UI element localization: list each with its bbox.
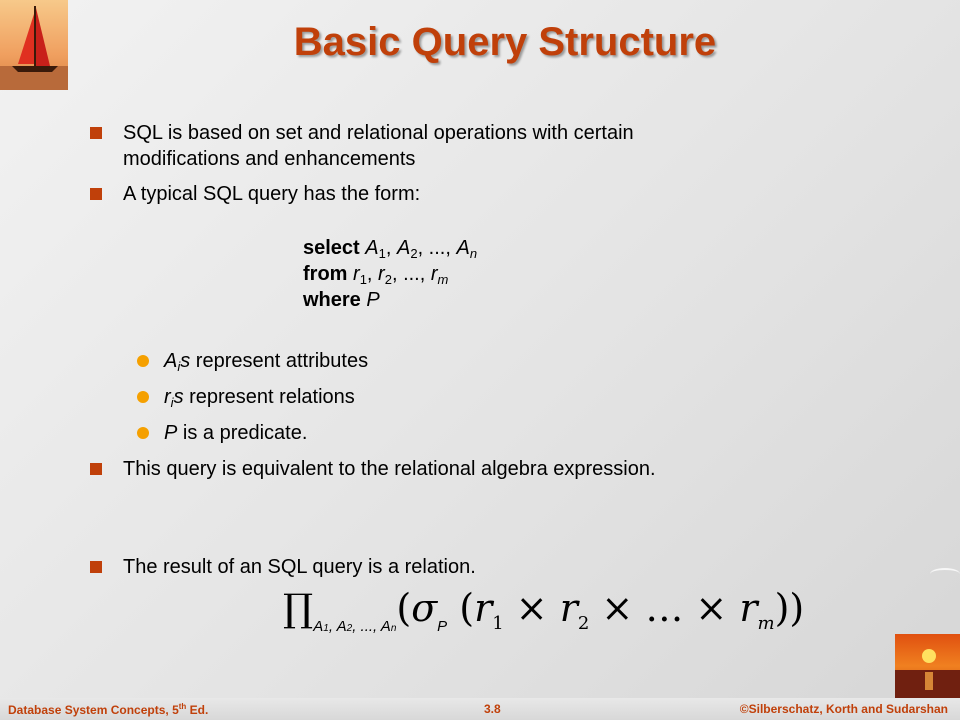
bullet-4-text: The result of an SQL query is a relation. <box>123 556 476 578</box>
footer-copyright: ©Silberschatz, Korth and Sudarshan <box>739 702 948 716</box>
subbullet-attributes: $A_is$ represent attributes <box>164 350 369 374</box>
slide-title: Basic Query Structure <box>293 20 717 64</box>
footer-book-title: Database System Concepts, 5th Ed. <box>8 702 209 717</box>
round-bullet-icon <box>137 427 149 439</box>
square-bullet-icon <box>90 561 102 573</box>
query-select-line: select $A_1$, $A_2$, ..., $A_n$ <box>303 237 478 261</box>
query-where-line: where P <box>303 289 380 311</box>
sunset-logo-image <box>895 634 960 698</box>
bullet-1-line-2: modifications and enhancements <box>123 148 416 170</box>
round-bullet-icon <box>137 355 149 367</box>
decorative-wave <box>930 568 960 580</box>
subbullet-predicate: P is a predicate. <box>164 422 308 444</box>
relational-algebra-formula: $\prod_{A1, A2, ..., An}(\sigma_P$ ($r_1 \times r_2$ × … × $r_m$)) <box>283 586 805 635</box>
footer-page-number: 3.8 <box>484 702 501 716</box>
square-bullet-icon <box>90 188 102 200</box>
round-bullet-icon <box>137 391 149 403</box>
bullet-3-text: This query is equivalent to the relational algebra expression. <box>123 458 656 480</box>
subbullet-relations: $r_is$ represent relations <box>164 386 355 410</box>
square-bullet-icon <box>90 463 102 475</box>
bullet-1-line-1: SQL is based on set and relational operations with certain <box>123 122 634 144</box>
bullet-2-text: A typical SQL query has the form: <box>123 183 421 205</box>
query-from-line: from $r_1$, $r_2$, ..., $r_m$ <box>303 263 449 287</box>
square-bullet-icon <box>90 127 102 139</box>
